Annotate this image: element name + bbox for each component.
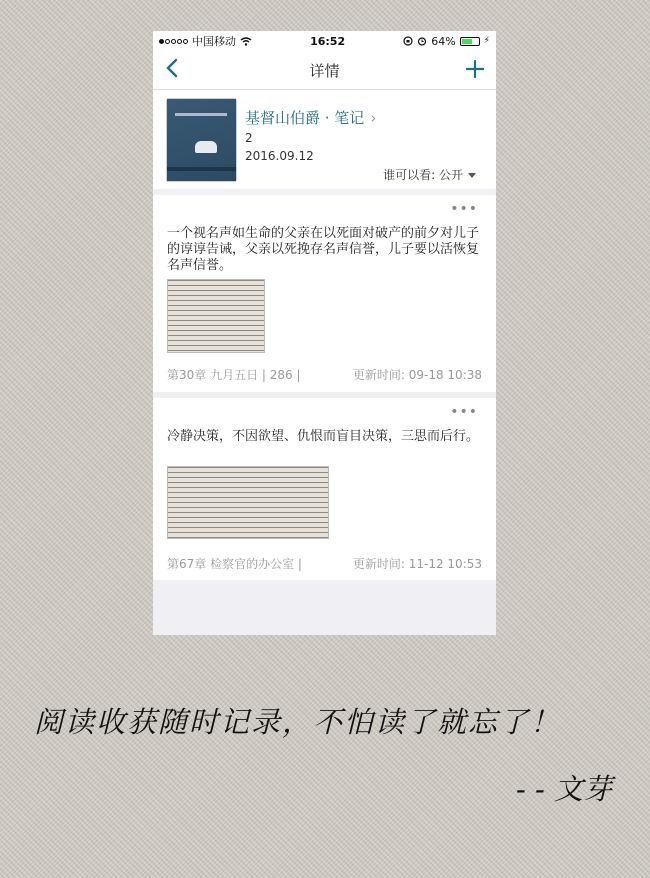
note-card[interactable] <box>153 398 496 580</box>
note-photo[interactable] <box>167 279 265 353</box>
visibility-dropdown[interactable] <box>383 166 476 183</box>
updated-time: 11-12 10:53 <box>408 557 482 571</box>
updated-label: 更新时间: <box>352 368 405 382</box>
visibility-value: 公开 <box>438 168 463 182</box>
book-card <box>153 90 496 189</box>
note-card[interactable] <box>153 195 496 392</box>
note-text: 冷静决策，不因欲望、仇恨而盲目决策，三思而后行。 <box>167 429 480 444</box>
slogan-text: 阅读收获随时记录，不怕读了就忘了！ <box>34 705 562 739</box>
signal-icon <box>159 39 188 44</box>
note-chapter: 第30章 九月五日 | 286 | <box>167 368 301 382</box>
note-footer <box>167 366 482 383</box>
charging-icon: ⚡ <box>483 36 490 46</box>
note-footer <box>167 555 482 572</box>
chevron-left-icon <box>165 58 179 78</box>
caret-down-icon <box>468 173 476 178</box>
updated-label: 更新时间: <box>352 557 405 571</box>
chevron-right-icon: › <box>370 109 377 127</box>
page-title: 详情 <box>309 61 340 80</box>
back-button[interactable] <box>165 58 179 82</box>
visibility-label: 谁可以看: <box>383 168 436 182</box>
note-text: 一个视名声如生命的父亲在以死面对破产的前夕对儿子的谆谆告诫，父亲以死挽存名声信誉，儿子要以活恢复名声信誉。 <box>167 226 480 273</box>
rotation-lock-icon <box>403 36 413 46</box>
author-signature: - - 文芽 <box>515 772 612 806</box>
nav-bar <box>153 51 496 90</box>
alarm-icon <box>417 36 427 46</box>
note-chapter: 第67章 检察官的办公室 | <box>167 557 302 571</box>
wifi-icon <box>240 37 252 46</box>
book-title-link[interactable] <box>245 107 376 128</box>
status-bar <box>153 31 496 51</box>
more-icon[interactable]: ••• <box>450 201 478 217</box>
more-icon[interactable]: ••• <box>450 404 478 420</box>
carrier-name: 中国移动 <box>192 35 236 48</box>
add-note-button[interactable] <box>466 58 484 82</box>
updated-time: 09-18 10:38 <box>408 368 482 382</box>
phone-screen <box>153 31 496 635</box>
status-time: 16:52 <box>310 34 346 48</box>
book-cover[interactable] <box>167 99 236 181</box>
note-photo[interactable] <box>167 466 329 539</box>
book-date: 2016.09.12 <box>245 149 314 163</box>
book-title: 基督山伯爵 · 笔记 <box>245 109 365 127</box>
battery-percent: 64% <box>431 34 456 48</box>
note-count: 2 <box>245 131 253 145</box>
plus-icon <box>466 60 484 78</box>
battery-icon <box>460 37 480 46</box>
